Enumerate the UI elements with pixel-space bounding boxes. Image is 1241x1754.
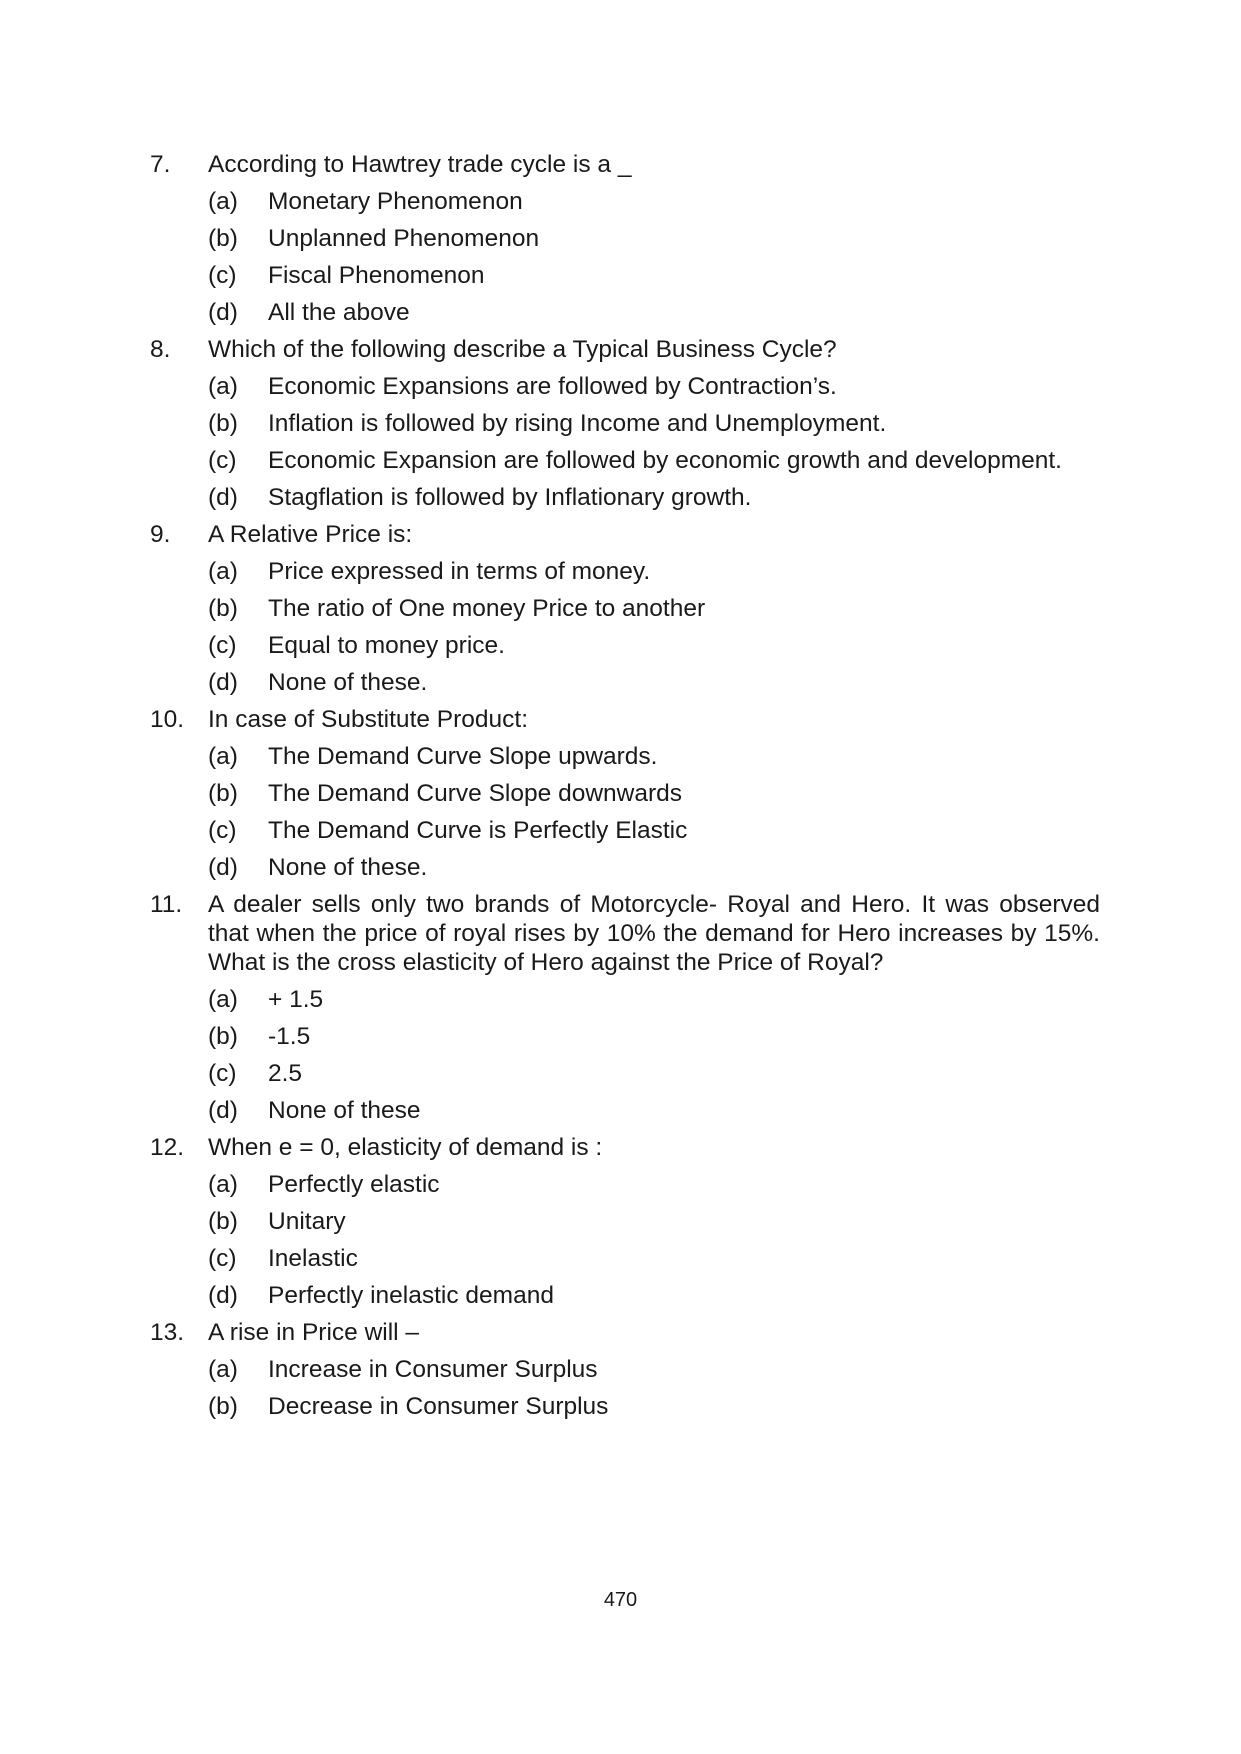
question-header (150, 1314, 1100, 1351)
option-d (150, 1092, 1100, 1129)
option-label: (b) (208, 1023, 238, 1050)
option-label: (d) (208, 669, 238, 696)
question-header (150, 886, 1100, 981)
question-text: Which of the following describe a Typical Business Cycle? (208, 336, 837, 363)
option-text: The ratio of One money Price to another (268, 595, 706, 622)
option-label: (c) (208, 1245, 237, 1272)
question-13 (150, 1314, 1100, 1425)
question-10 (150, 701, 1100, 886)
option-text: Economic Expansion are followed by economic growth and development. (268, 447, 1062, 474)
option-text: Increase in Consumer Surplus (268, 1356, 598, 1383)
option-label: (b) (208, 595, 238, 622)
option-d (150, 849, 1100, 886)
option-label: (b) (208, 780, 238, 807)
option-label: (a) (208, 1171, 238, 1198)
option-text: Perfectly inelastic demand (268, 1282, 554, 1309)
question-header (150, 331, 1100, 368)
option-a (150, 183, 1100, 220)
option-c (150, 1240, 1100, 1277)
option-d (150, 294, 1100, 331)
question-number: 11. (150, 891, 183, 918)
option-text: Equal to money price. (268, 632, 505, 659)
question-header (150, 146, 1100, 183)
option-b (150, 775, 1100, 812)
question-text: When e = 0, elasticity of demand is : (208, 1134, 603, 1161)
option-c (150, 627, 1100, 664)
question-9 (150, 516, 1100, 701)
option-text: Inelastic (268, 1245, 358, 1272)
option-label: (d) (208, 854, 238, 881)
option-a (150, 1166, 1100, 1203)
question-8 (150, 331, 1100, 516)
option-text: Inflation is followed by rising Income and Unemployment. (268, 410, 887, 437)
option-label: (a) (208, 986, 238, 1013)
option-label: (b) (208, 1393, 238, 1420)
question-number: 13. (150, 1319, 185, 1346)
option-text: None of these. (268, 854, 428, 881)
option-text: -1.5 (268, 1023, 311, 1050)
option-c (150, 257, 1100, 294)
option-label: (a) (208, 558, 238, 585)
question-list (150, 146, 1100, 1425)
question-number: 8. (150, 336, 171, 363)
question-number: 7. (150, 151, 171, 178)
option-label: (d) (208, 299, 238, 326)
option-label: (a) (208, 188, 238, 215)
question-header (150, 516, 1100, 553)
option-label: (d) (208, 1282, 238, 1309)
option-text: 2.5 (268, 1060, 303, 1087)
option-text: Decrease in Consumer Surplus (268, 1393, 609, 1420)
option-b (150, 220, 1100, 257)
option-c (150, 1055, 1100, 1092)
option-d (150, 664, 1100, 701)
option-a (150, 368, 1100, 405)
question-number: 10. (150, 706, 185, 733)
option-label: (b) (208, 410, 238, 437)
option-label: (c) (208, 817, 237, 844)
option-b (150, 1203, 1100, 1240)
option-label: (a) (208, 743, 238, 770)
question-text: A Relative Price is: (208, 521, 413, 548)
option-text: Unitary (268, 1208, 346, 1235)
option-a (150, 1351, 1100, 1388)
question-12 (150, 1129, 1100, 1314)
question-text: A dealer sells only two brands of Motorcycle- Royal and Hero. It was observed that when the price of royal rises by 10% the demand for Hero increases by 15%. What is the cross elasticity of Hero against the Price of Royal? (208, 891, 1100, 976)
page-number: 470 (603, 1589, 638, 1611)
option-d (150, 479, 1100, 516)
option-label: (b) (208, 225, 238, 252)
option-text: All the above (268, 299, 410, 326)
option-text: Fiscal Phenomenon (268, 262, 485, 289)
option-label: (d) (208, 484, 238, 511)
option-text: Price expressed in terms of money. (268, 558, 651, 585)
option-b (150, 590, 1100, 627)
option-label: (d) (208, 1097, 238, 1124)
option-c (150, 442, 1100, 479)
question-number: 12. (150, 1134, 185, 1161)
option-label: (c) (208, 632, 237, 659)
option-label: (c) (208, 447, 237, 474)
option-text: None of these (268, 1097, 421, 1124)
option-b (150, 405, 1100, 442)
option-text: Unplanned Phenomenon (268, 225, 540, 252)
question-text: A rise in Price will – (208, 1319, 420, 1346)
question-header (150, 701, 1100, 738)
question-text: In case of Substitute Product: (208, 706, 529, 733)
option-d (150, 1277, 1100, 1314)
option-text: The Demand Curve Slope upwards. (268, 743, 658, 770)
option-a (150, 553, 1100, 590)
option-text: The Demand Curve Slope downwards (268, 780, 682, 807)
option-c (150, 812, 1100, 849)
option-text: The Demand Curve is Perfectly Elastic (268, 817, 688, 844)
question-header (150, 1129, 1100, 1166)
question-text: According to Hawtrey trade cycle is a _ (208, 151, 632, 178)
option-label: (c) (208, 1060, 237, 1087)
option-b (150, 1018, 1100, 1055)
question-11 (150, 886, 1100, 1129)
option-text: Economic Expansions are followed by Contraction’s. (268, 373, 837, 400)
question-number: 9. (150, 521, 171, 548)
option-label: (a) (208, 1356, 238, 1383)
option-a (150, 738, 1100, 775)
option-b (150, 1388, 1100, 1425)
option-text: Stagflation is followed by Inflationary growth. (268, 484, 752, 511)
option-label: (c) (208, 262, 237, 289)
option-text: None of these. (268, 669, 428, 696)
option-text: Perfectly elastic (268, 1171, 440, 1198)
option-a (150, 981, 1100, 1018)
option-text: Monetary Phenomenon (268, 188, 523, 215)
option-label: (b) (208, 1208, 238, 1235)
question-7 (150, 146, 1100, 331)
option-label: (a) (208, 373, 238, 400)
option-text: + 1.5 (268, 986, 324, 1013)
